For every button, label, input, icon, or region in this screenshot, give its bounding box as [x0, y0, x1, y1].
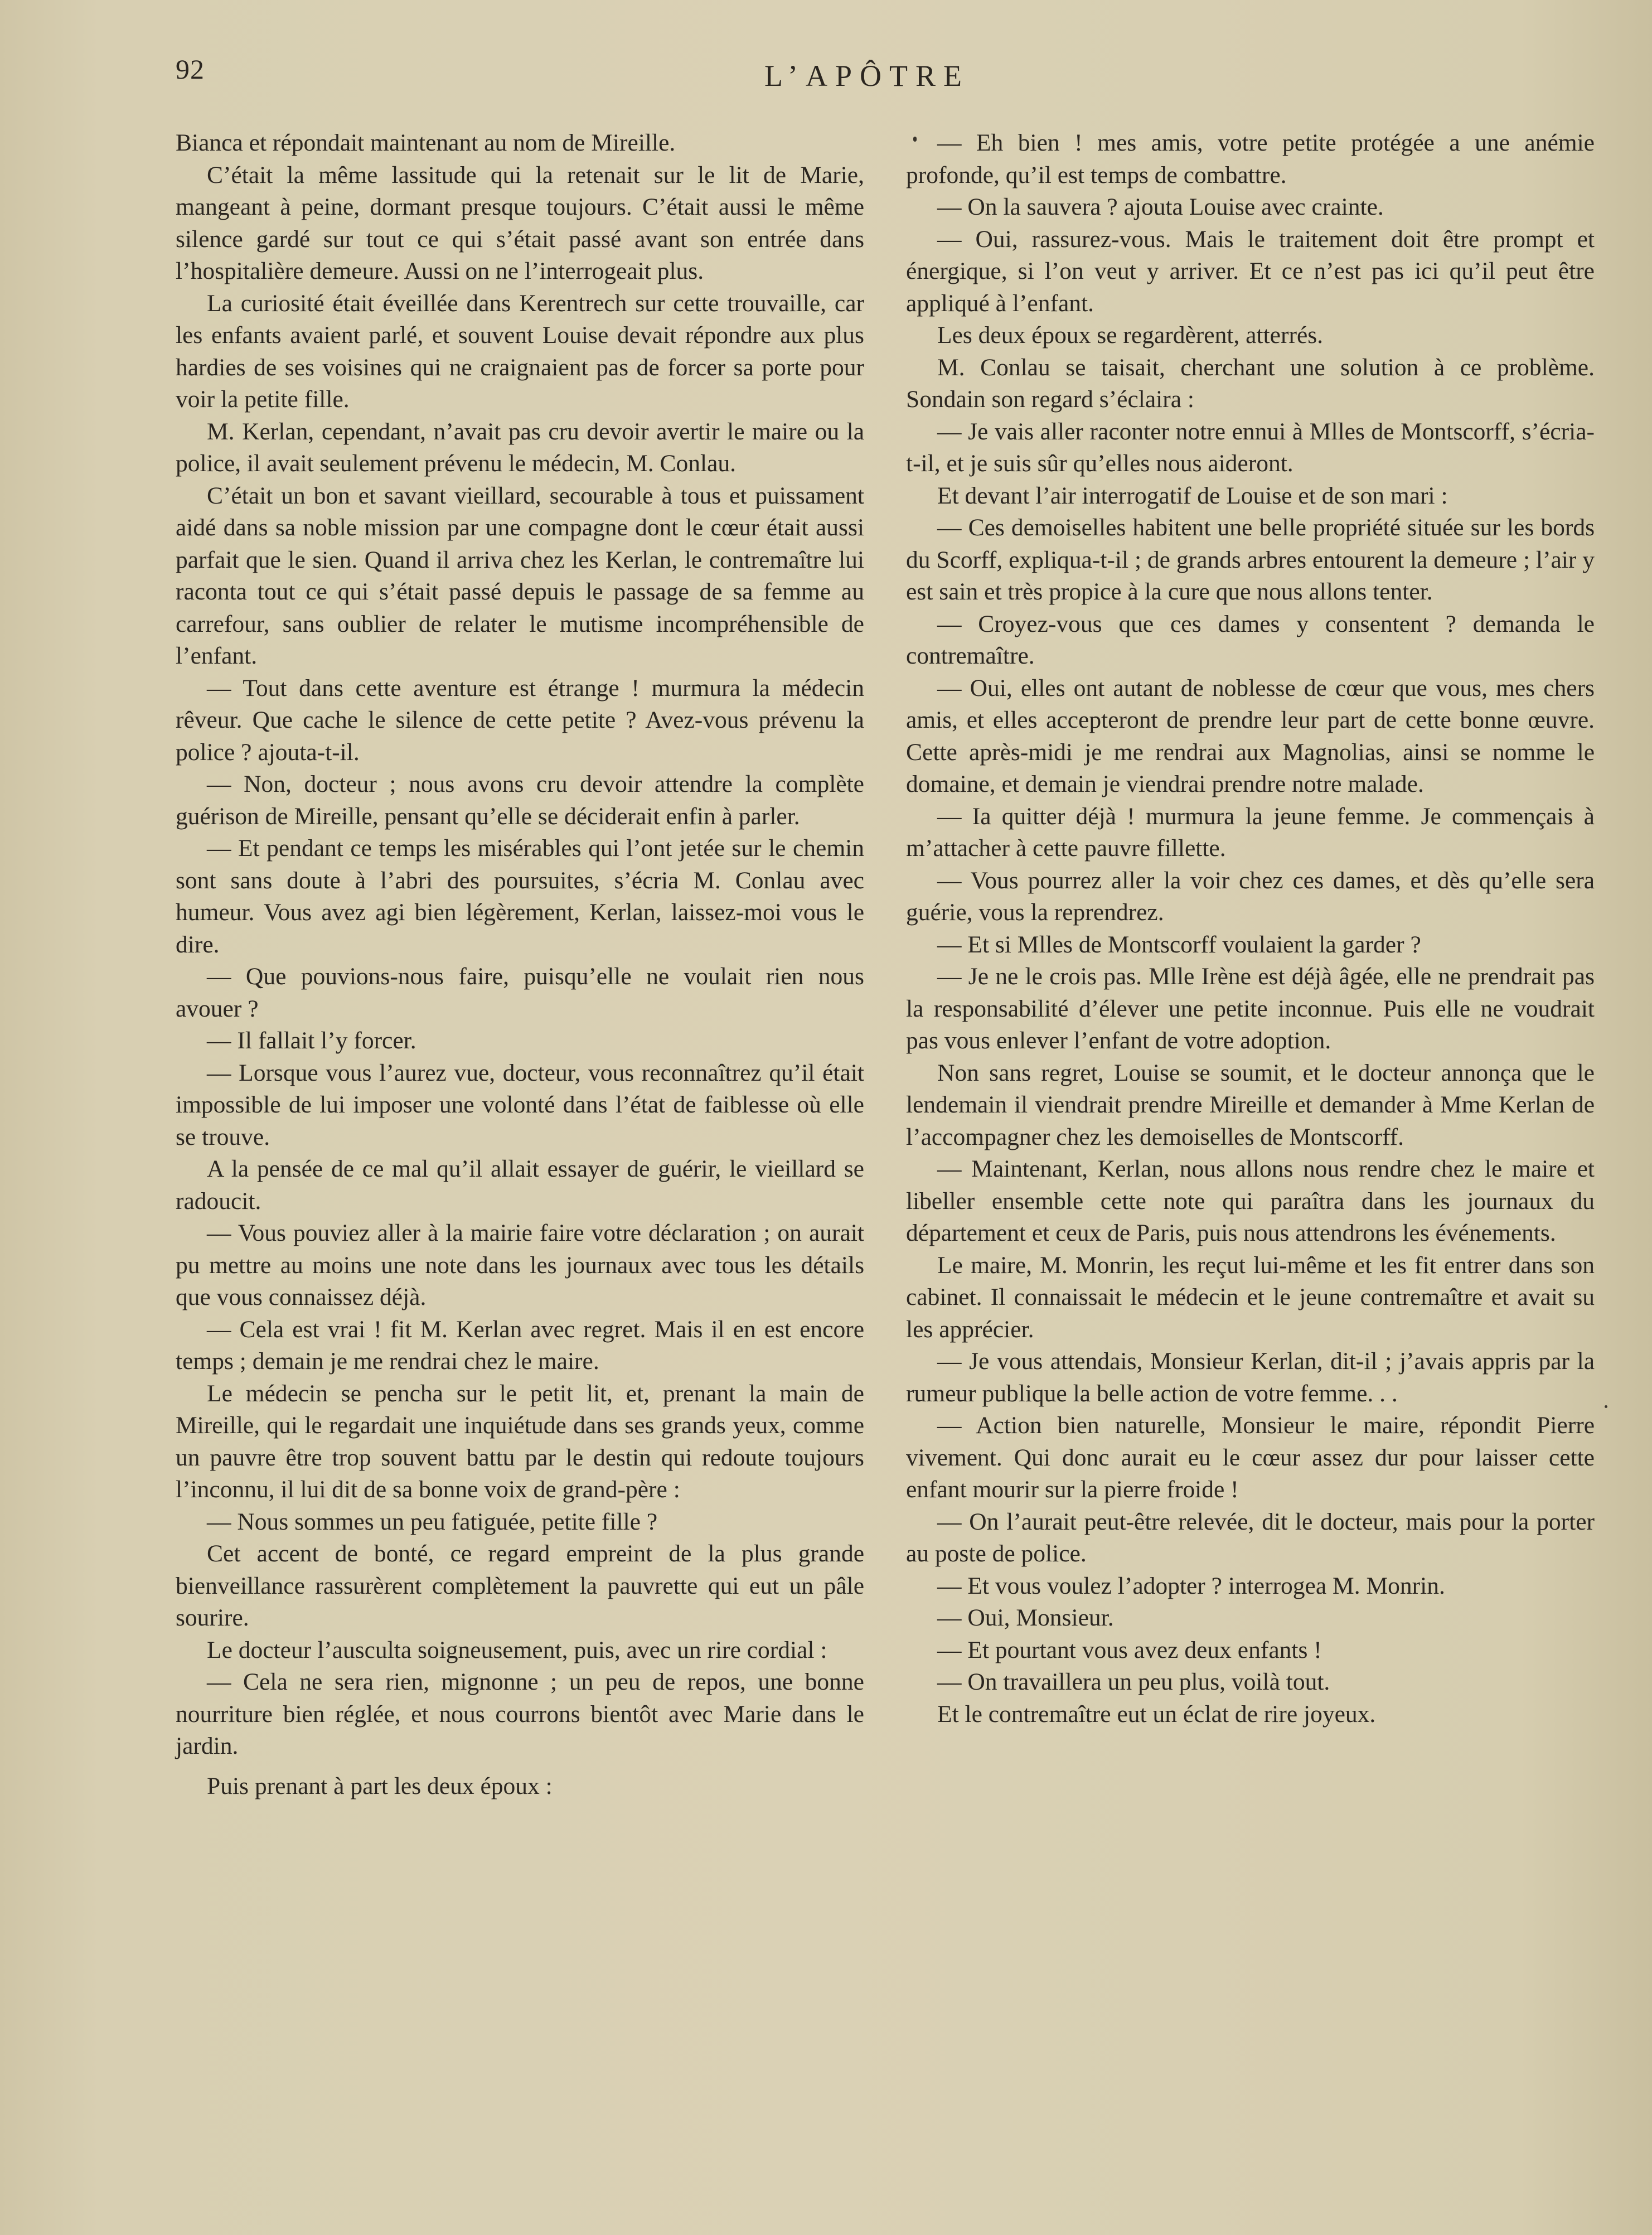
paragraph: — Lorsque vous l’aurez vue, docteur, vous reconnaîtrez qu’il était impossible de lui imposer une volonté dans l’état de faiblesse où elle se trouve. — [176, 1059, 864, 1150]
paragraph: — Eh bien ! mes amis, votre petite protégée a une anémie profonde, qu’il est temps de combattre. — [906, 129, 1595, 188]
paragraph: — Et vous voulez l’adopter ? interrogea M. Monrin. — [937, 1572, 1445, 1599]
paragraph: — Je vous attendais, Monsieur Kerlan, dit-il ; j’avais appris par la rumeur publique la belle action de votre femme. . . — [906, 1348, 1595, 1407]
paragraph: — Oui, elles ont autant de noblesse de cœur que vous, mes chers amis, et elles accepteront de prendre leur part de cette bonne œuvre. Cette après-midi je me rendrai aux Magnolias, ainsi se nomme le domaine, et demain je viendrai prendre notre malade. — [906, 674, 1595, 797]
page-header — [176, 53, 1558, 103]
print-speck — [913, 137, 917, 142]
paragraph: — Ia quitter déjà ! murmura la jeune femme. Je commençais à m’attacher à cette pauvre fillette. — [906, 802, 1595, 862]
paragraph: M. Kerlan, cependant, n’avait pas cru devoir avertir le maire ou la police, il avait seulement prévenu le médecin, M. Conlau. — [176, 418, 864, 477]
paragraph: Et le contremaître eut un éclat de rire joyeux. — [937, 1700, 1376, 1728]
paragraph: — Non, docteur ; nous avons cru devoir attendre la complète guérison de Mireille, pensant qu’elle se déciderait enfin à parler. — [176, 771, 864, 830]
paragraph: — Que pouvions-nous faire, puisqu’elle ne voulait rien nous avouer ? — [176, 963, 864, 1022]
paragraph: — Il fallait l’y forcer. — [207, 1027, 416, 1054]
paragraph: — Oui, rassurez-vous. Mais le traitement doit être prompt et énergique, si l’on veut y arriver. Et ce n’est pas ici qu’il peut être appliqué à l’enfant. — [906, 225, 1595, 317]
paragraph: C’était un bon et savant vieillard, secourable à tous et puissament aidé dans sa noble mission par une compagne dont le cœur était aussi parfait que le sien. Quand il arriva chez les Kerlan, le contremaître lui raconta tout ce qui s’était passé depuis le passage de sa femme au carrefour, sans oublier de relater le mutisme incompréhensible de l’enfant. — [176, 482, 864, 669]
paragraph: — Maintenant, Kerlan, nous allons nous rendre chez le maire et libeller ensemble cette note qui paraîtra dans les journaux du département et ceux de Paris, puis nous attendrons les événements. — [906, 1155, 1595, 1246]
paragraph: — On travaillera un peu plus, voilà tout. — [937, 1668, 1330, 1695]
paragraph: — On l’aurait peut-être relevée, dit le docteur, mais pour la porter au poste de police. — [906, 1508, 1595, 1567]
paragraph: — Je vais aller raconter notre ennui à Mlles de Montscorff, s’écria-t-il, et je suis sûr qu’elles nous aideront. — [906, 418, 1595, 477]
paragraph: A la pensée de ce mal qu’il allait essayer de guérir, le vieillard se radoucit. — [176, 1155, 864, 1215]
paragraph: — Nous sommes un peu fatiguée, petite fille ? — [207, 1508, 658, 1535]
right-text-column — [906, 127, 1595, 1730]
paragraph: — Cela ne sera rien, mignonne ; un peu de repos, une bonne nourriture bien réglée, et nous courrons bientôt avec Marie dans le jardin. — [176, 1668, 864, 1759]
paragraph: Bianca et répondait maintenant au nom de Mireille. — [176, 129, 676, 156]
paragraph: — Je ne le crois pas. Mlle Irène est déjà âgée, elle ne prendrait pas la responsabilité d’élever une petite inconnue. Puis elle ne voudrait pas vous enlever l’enfant de votre adoption. — [906, 963, 1595, 1054]
paragraph: La curiosité était éveillée dans Kerentrech sur cette trouvaille, car les enfants avaient parlé, et souvent Louise devait répondre aux plus hardies de ses voisines qui ne craignaient pas de forcer sa porte pour voir la petite fille. — [176, 289, 864, 413]
paragraph: — Et pendant ce temps les misérables qui l’ont jetée sur le chemin sont sans doute à l’abri des poursuites, s’écria M. Conlau avec humeur. Vous avez agi bien légèrement, Kerlan, laissez-moi vous le dire. — [176, 835, 864, 958]
paragraph: Puis prenant à part les deux époux : — [207, 1772, 553, 1799]
paragraph: Le docteur l’ausculta soigneusement, puis, avec un rire cordial : — [207, 1636, 827, 1663]
paragraph: — Vous pouviez aller à la mairie faire votre déclaration ; on aurait pu mettre au moins une note dans les journaux avec tous les détails que vous connaissez déjà. — [176, 1220, 864, 1310]
paragraph: Les deux époux se regardèrent, atterrés. — [937, 322, 1324, 349]
paragraph: — Croyez-vous que ces dames y consentent ? demanda le contremaître. — [906, 610, 1595, 669]
paragraph: Le médecin se pencha sur le petit lit, et, prenant la main de Mireille, qui le regardait une inquiétude dans ses grands yeux, comme un pauvre être trop souvent battu par le destin qui redoute toujours l’inconnu, il lui dit de sa bonne voix de grand-père : — [176, 1380, 864, 1503]
paragraph: — Tout dans cette aventure est étrange ! murmura la médecin rêveur. Que cache le silence de cette petite ? Avez-vous prévenu la police ? ajouta-t-il. — [176, 674, 864, 766]
running-title: L’APÔTRE — [764, 59, 970, 93]
paragraph: — On la sauvera ? ajouta Louise avec crainte. — [937, 193, 1384, 220]
paragraph: Le maire, M. Monrin, les reçut lui-même et les fit entrer dans son cabinet. Il connaissait le médecin et le jeune contremaître et avait su les apprécier. — [906, 1251, 1595, 1343]
paragraph: Cet accent de bonté, ce regard empreint de la plus grande bienveillance rassurèrent complètement la pauvrette qui eut un pâle sourire. — [176, 1540, 864, 1631]
page-number: 92 — [176, 54, 205, 85]
left-text-column — [176, 127, 864, 1802]
print-speck — [1605, 1405, 1607, 1408]
paragraph: — Ces demoiselles habitent une belle propriété située sur les bords du Scorff, expliqua-t-il ; de grands arbres entourent la demeure ; l’air y est sain et très propice à la cure que nous allons tenter. — [906, 514, 1595, 605]
paragraph: — Oui, Monsieur. — [937, 1604, 1114, 1631]
paragraph: Non sans regret, Louise se soumit, et le docteur annonça que le lendemain il viendrait prendre Mireille et demander à Mme Kerlan de l’accompagner chez les demoiselles de Montscorff. — [906, 1059, 1595, 1150]
paragraph: — Et pourtant vous avez deux enfants ! — [937, 1636, 1322, 1663]
paragraph: — Action bien naturelle, Monsieur le maire, répondit Pierre vivement. Qui donc aurait eu le cœur assez dur pour laisser cette enfant mourir sur la pierre froide ! — [906, 1412, 1595, 1503]
paragraph: — Cela est vrai ! fit M. Kerlan avec regret. Mais il en est encore temps ; demain je me rendrai chez le maire. — [176, 1315, 864, 1375]
paragraph: Et devant l’air interrogatif de Louise et de son mari : — [937, 482, 1448, 509]
paragraph: M. Conlau se taisait, cherchant une solution à ce problème. Sondain son regard s’éclaira : — [906, 354, 1595, 413]
paragraph: C’était la même lassitude qui la retenait sur le lit de Marie, mangeant à peine, dormant presque toujours. C’était aussi le même silence gardé sur tout ce qui s’était passé avant son entrée dans l’hospitalière demeure. Aussi on ne l’interrogeait plus. — [176, 161, 864, 284]
paragraph: — Et si Mlles de Montscorff voulaient la garder ? — [937, 931, 1421, 958]
paragraph: — Vous pourrez aller la voir chez ces dames, et dès qu’elle sera guérie, vous la reprendrez. — [906, 867, 1595, 926]
